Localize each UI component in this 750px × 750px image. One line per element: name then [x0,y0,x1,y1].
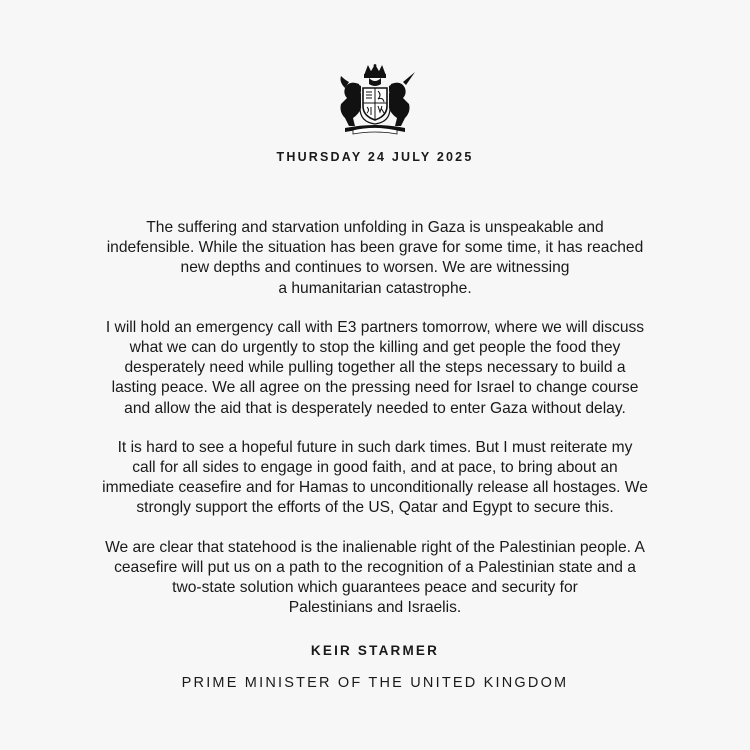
statement-line: I will hold an emergency call with E3 partners tomorrow, where we will discuss [105,318,645,336]
statement-paragraph [100,218,650,299]
statement-paragraph [100,438,650,519]
signatory-name: KEIR STARMER [310,643,440,658]
statement-line: two-state solution which guarantees peace and security for [172,579,578,597]
statement-line: immediate ceasefire and for Hamas to unconditionally release all hostages. We [102,479,648,497]
statement-line: We are clear that statehood is the inalienable right of the Palestinian people. A [105,538,645,556]
statement-line: and allow the aid that is desperately needed to enter Gaza without delay. [124,399,626,417]
statement-paragraph [100,538,650,619]
statement-line: a humanitarian catastrophe. [278,279,472,297]
signatory-title: PRIME MINISTER OF THE UNITED KINGDOM [181,675,569,691]
statement-body [100,218,650,637]
statement-line: Palestinians and Israelis. [288,599,462,617]
statement-line: It is hard to see a hopeful future in such dark times. But I must reiterate my [117,438,633,456]
statement-line: call for all sides to engage in good faith, and at pace, to bring about an [132,459,618,477]
statement-paragraph [100,318,650,419]
statement-line: what we can do urgently to stop the killing and get people the food they [129,339,621,357]
statement-line: desperately need while pulling together all the steps necessary to build a [124,359,626,377]
statement-line: new depths and continues to worsen. We are witnessing [180,259,570,277]
royal-coat-of-arms-icon [331,64,419,138]
statement-line: The suffering and starvation unfolding in Gaza is unspeakable and [146,219,604,236]
statement-line: indefensible. While the situation has been grave for some time, it has reached [106,239,644,257]
statement-line: ceasefire will put us on a path to the recognition of a Palestinian state and a [114,558,636,576]
statement-line: lasting peace. We all agree on the pressing need for Israel to change course [111,379,639,397]
statement-line: strongly support the efforts of the US, Qatar and Egypt to secure this. [136,499,614,517]
statement-date: THURSDAY 24 JULY 2025 [276,150,474,164]
